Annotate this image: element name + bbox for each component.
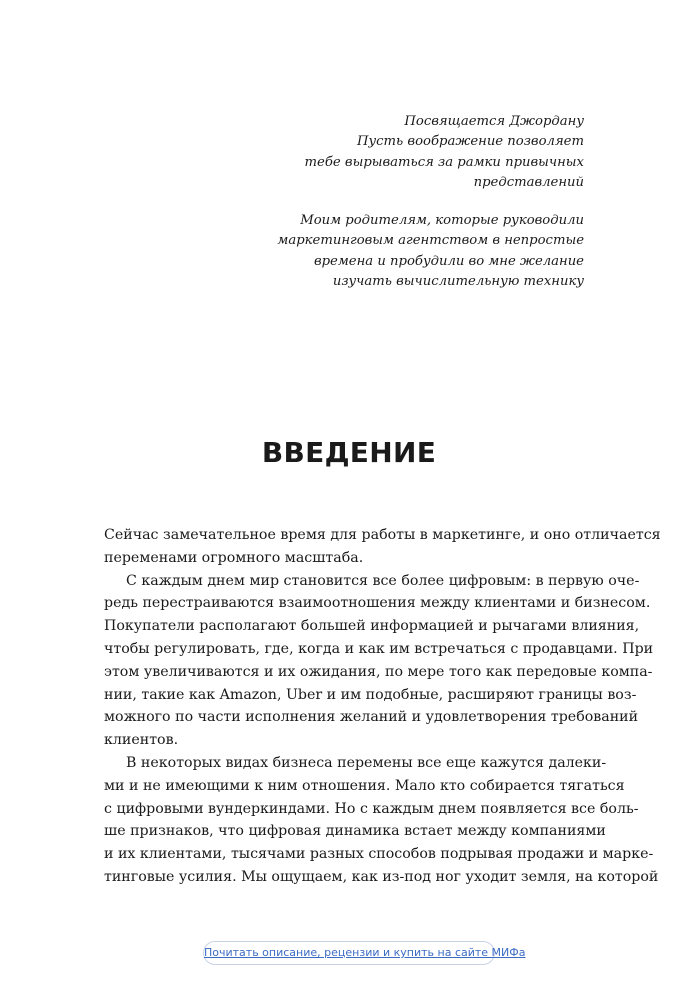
text-line: и их клиентами, тысячами разных способов подрывая продажи и марке- <box>104 846 654 863</box>
text-line: ми и не имеющими к ним отношения. Мало кто собирается тягаться <box>104 777 625 794</box>
buy-on-miff-link[interactable]: Почитать описание, рецензии и купить на сайте МИФа <box>203 941 495 965</box>
dedication-paragraph-2 <box>164 211 584 292</box>
text-line: нии, такие как Amazon, Uber и им подобные, расширяют границы воз- <box>104 686 637 703</box>
text-line: чтобы регулировать, где, когда и как им встречаться с продавцами. При <box>104 640 654 657</box>
text-line: ше признаков, что цифровая динамика встает между компаниями <box>104 823 606 840</box>
text-line: С каждым днем мир становится все более цифровым: в первую оче- <box>126 572 640 589</box>
body-text <box>104 524 661 889</box>
dedication-paragraph-1 <box>164 112 584 193</box>
dedication-line: времена и пробудили во мне желание <box>313 253 584 269</box>
dedication-line: тебе вырываться за рамки привычных <box>304 154 584 170</box>
text-line: с цифровыми вундеркиндами. Но с каждым днем появляется все боль- <box>104 800 639 817</box>
text-line: этом увеличиваются и их ожидания, по мере того как передовые компа- <box>104 663 653 680</box>
text-line: тинговые усилия. Мы ощущаем, как из-под ног уходит земля, на которой <box>104 868 659 885</box>
dedication-line: Пусть воображение позволяет <box>357 134 584 150</box>
dedication <box>164 112 584 292</box>
chapter-title: ВВЕДЕНИЕ <box>261 436 437 469</box>
dedication-line: изучать вычислительную технику <box>332 274 584 290</box>
dedication-line: маркетинговым агентством в непростые <box>277 233 584 249</box>
text-line: В некоторых видах бизнеса перемены все еще кажутся далеки- <box>126 754 607 771</box>
text-line: переменами огромного масштаба. <box>104 549 364 566</box>
text-line: клиентов. <box>104 732 179 749</box>
text-line: можного по части исполнения желаний и удовлетворения требований <box>104 709 639 726</box>
dedication-line: Моим родителям, которые руководили <box>300 213 584 229</box>
text-line: Сейчас замечательное время для работы в маркетинге, и оно отличается <box>104 527 661 543</box>
text-line: Покупатели располагают большей информацией и рычагами влияния, <box>104 618 640 635</box>
dedication-line: представлений <box>473 174 584 190</box>
dedication-line: Посвящается Джордану <box>404 114 584 129</box>
text-line: редь перестраиваются взаимоотношения между клиентами и бизнесом. <box>104 595 651 612</box>
